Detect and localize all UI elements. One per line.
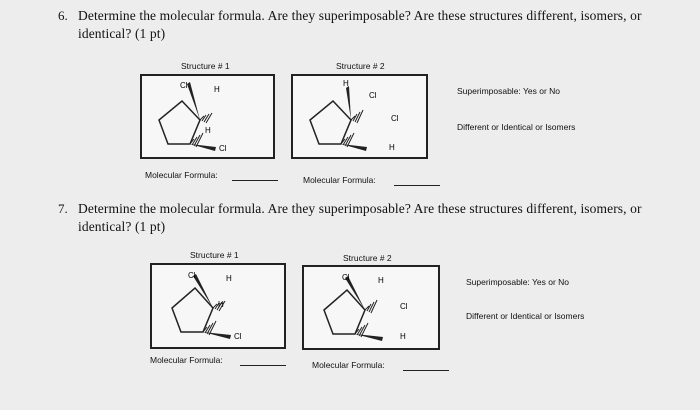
structure-1-drawing	[150, 263, 286, 349]
h-label: H	[389, 143, 395, 152]
different-identical-prompt: Different or Identical or Isomers	[457, 122, 576, 132]
h-label: H	[205, 126, 211, 135]
question-number: 6.	[58, 8, 68, 23]
question-text-line-2: identical? (1 pt)	[78, 26, 166, 41]
h-label: H	[378, 276, 384, 285]
superimposable-prompt: Superimposable: Yes or No	[457, 86, 561, 96]
question-text-line-1: Determine the molecular formula. Are they superimposable? Are these structures different, isomers, or	[78, 8, 642, 23]
question-number: 7.	[58, 201, 68, 216]
cyclopentane-structure	[142, 76, 273, 157]
structure-1-label: Structure # 1	[190, 250, 239, 260]
molecular-formula-label-1: Molecular Formula:	[150, 355, 223, 365]
h-label: H	[214, 85, 220, 94]
cl-label: Cl	[188, 271, 196, 280]
h-label: H	[400, 332, 406, 341]
question-text-line-1: Determine the molecular formula. Are they superimposable? Are these structures different, isomers, or	[78, 201, 642, 216]
h-label: H	[343, 79, 349, 88]
structure-1-label: Structure # 1	[181, 61, 230, 71]
h-label: H	[218, 300, 224, 309]
structure-2-drawing	[291, 74, 428, 159]
cl-label: Cl	[400, 302, 408, 311]
cl-label: Cl	[369, 91, 377, 100]
cl-label: Cl	[180, 81, 188, 90]
cyclopentane-structure	[293, 76, 426, 157]
molecular-formula-blank-2[interactable]	[403, 370, 449, 371]
structure-1-drawing	[140, 74, 275, 159]
structure-2-label: Structure # 2	[336, 61, 385, 71]
cyclopentane-structure	[304, 267, 438, 348]
h-label: H	[226, 274, 232, 283]
molecular-formula-blank-1[interactable]	[240, 365, 286, 366]
molecular-formula-label-2: Molecular Formula:	[312, 360, 385, 370]
cl-label: Cl	[342, 273, 350, 282]
structure-2-drawing	[302, 265, 440, 350]
cl-label: Cl	[391, 114, 399, 123]
cyclopentane-structure	[152, 265, 284, 347]
molecular-formula-blank-2[interactable]	[394, 185, 440, 186]
cl-label: Cl	[219, 144, 227, 153]
cl-label: Cl	[234, 332, 242, 341]
superimposable-prompt: Superimposable: Yes or No	[466, 277, 570, 287]
structure-2-label: Structure # 2	[343, 253, 392, 263]
molecular-formula-label-1: Molecular Formula:	[145, 170, 218, 180]
question-text-line-2: identical? (1 pt)	[78, 219, 166, 234]
different-identical-prompt: Different or Identical or Isomers	[466, 311, 585, 321]
molecular-formula-label-2: Molecular Formula:	[303, 175, 376, 185]
molecular-formula-blank-1[interactable]	[232, 180, 278, 181]
